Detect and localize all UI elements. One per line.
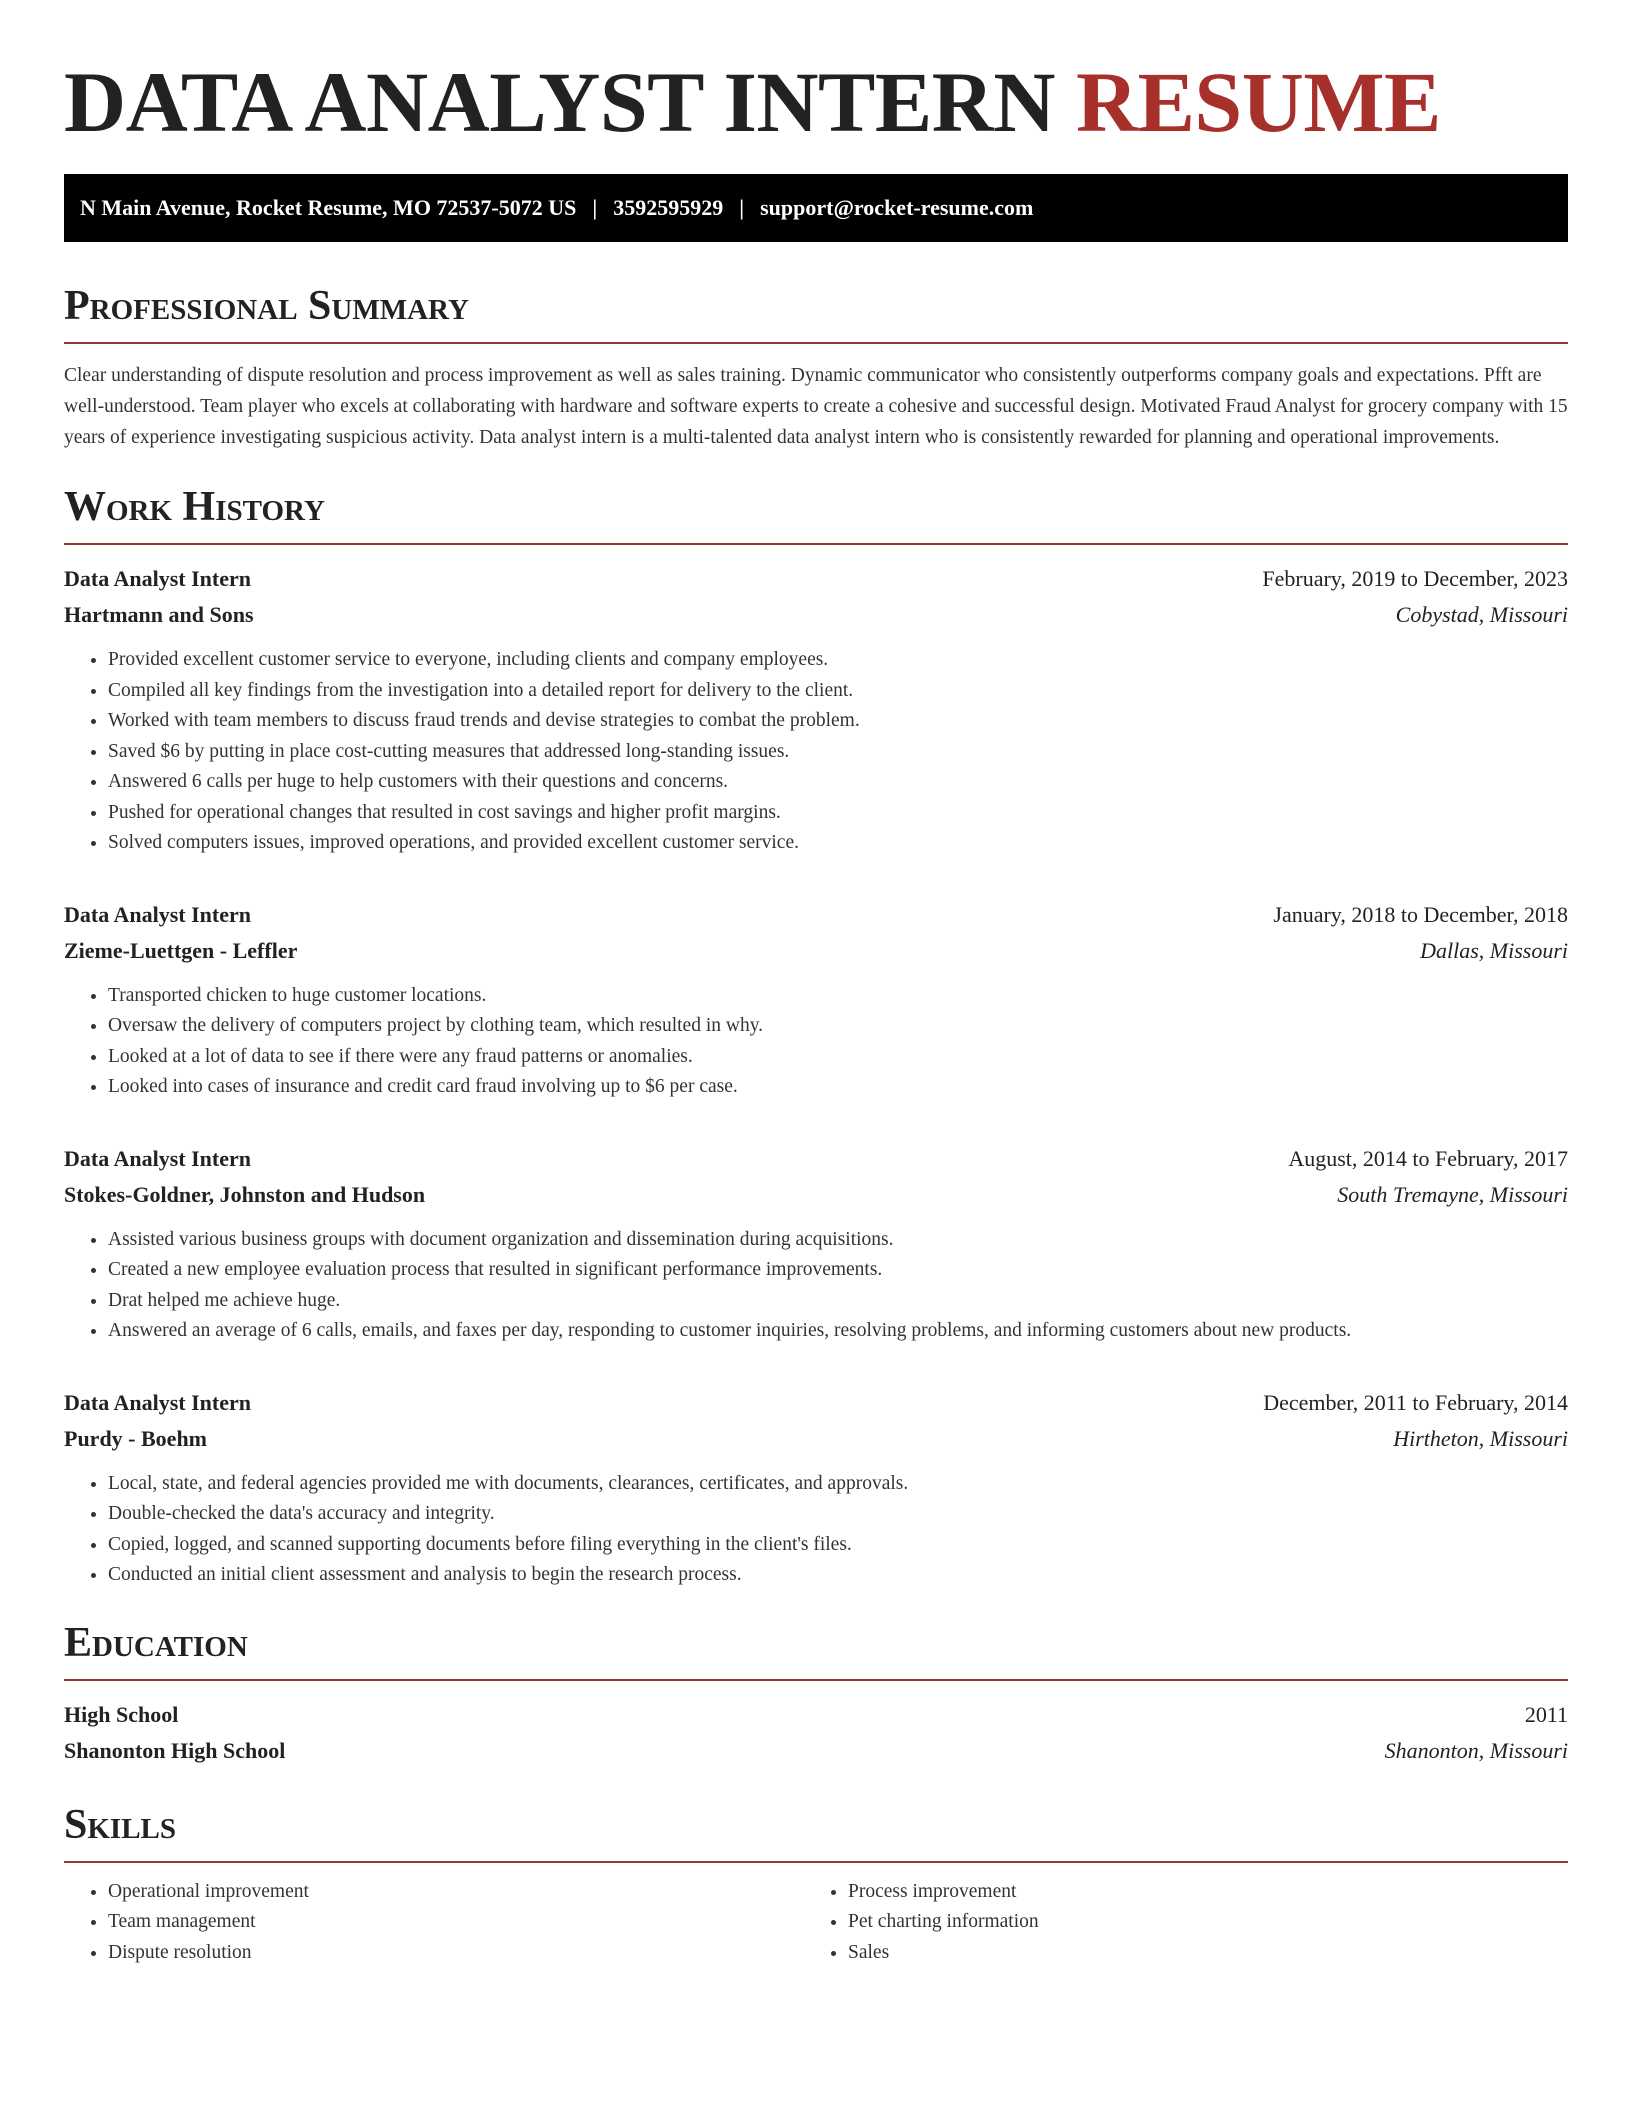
skill-item: • Operational improvement bbox=[108, 1877, 804, 1908]
job-title: Data Analyst Intern bbox=[64, 1389, 252, 1415]
contact-bar bbox=[64, 174, 1568, 242]
job-bullet: • Compiled all key findings from the investigation into a detailed report for delivery to the client. bbox=[108, 676, 1568, 707]
education-school: Shanonton High School bbox=[64, 1737, 286, 1763]
job-location: South Tremayne, Missouri bbox=[1337, 1181, 1568, 1207]
job-bullet: • Answered 6 calls per huge to help customers with their questions and concerns. bbox=[108, 767, 1568, 798]
skills-grid bbox=[64, 1877, 1568, 1969]
job-company-row bbox=[64, 933, 1568, 969]
job-bullet: • Double-checked the data's accuracy and integrity. bbox=[108, 1499, 1568, 1530]
job-company-row bbox=[64, 1177, 1568, 1213]
job-bullet: • Saved $6 by putting in place cost-cutting measures that addressed long-standing issues. bbox=[108, 737, 1568, 768]
education-year: 2011 bbox=[1524, 1701, 1568, 1727]
job-entry bbox=[64, 1141, 1568, 1347]
work-history-section bbox=[64, 481, 1568, 1591]
job-bullet: • Looked into cases of insurance and credit card fraud involving up to $6 per case. bbox=[108, 1072, 1568, 1103]
job-title: Data Analyst Intern bbox=[64, 1145, 252, 1171]
job-company-row bbox=[64, 597, 1568, 633]
education-school-row bbox=[64, 1733, 1568, 1769]
work-history-heading: Work History bbox=[64, 481, 1568, 545]
job-bullet: • Looked at a lot of data to see if there were any fraud patterns or anomalies. bbox=[108, 1042, 1568, 1073]
summary-text: Clear understanding of dispute resolution and process improvement as well as sales training. Dynamic communicator who consistently outperforms company goals and expectations. Pfft are well-understood. Team player who excels at collaborating with hardware and software experts to create a cohesive and successful design. Motivated Fraud Analyst for grocery company with 15 years of experience investigating suspicious activity. Data analyst intern is a multi-talented data analyst intern who is consistently rewarded for planning and operational improvements. bbox=[64, 365, 1568, 448]
education-degree-row bbox=[64, 1697, 1568, 1733]
job-title-row bbox=[64, 561, 1568, 597]
job-location: Dallas, Missouri bbox=[1420, 937, 1568, 963]
education-entry bbox=[64, 1697, 1568, 1769]
education-heading: Education bbox=[64, 1617, 1568, 1681]
title-main: DATA ANALYST INTERN bbox=[64, 54, 1055, 150]
skills-list-left bbox=[64, 1877, 804, 1969]
job-bullet: • Pushed for operational changes that resulted in cost savings and higher profit margins. bbox=[108, 798, 1568, 829]
job-company: Zieme-Luettgen - Leffler bbox=[64, 937, 298, 963]
skill-item: • Team management bbox=[108, 1907, 804, 1938]
contact-phone: 3592595929 bbox=[613, 195, 724, 220]
job-dates: August, 2014 to February, 2017 bbox=[1288, 1145, 1568, 1171]
skill-item: • Dispute resolution bbox=[108, 1938, 804, 1969]
contact-separator: | bbox=[739, 195, 745, 220]
job-bullet: • Created a new employee evaluation process that resulted in significant performance improvements. bbox=[108, 1255, 1568, 1286]
job-title-row bbox=[64, 1385, 1568, 1421]
job-bullet: • Provided excellent customer service to everyone, including clients and company employees. bbox=[108, 645, 1568, 676]
job-bullet: • Drat helped me achieve huge. bbox=[108, 1286, 1568, 1317]
job-bullet: • Transported chicken to huge customer locations. bbox=[108, 981, 1568, 1012]
job-company: Stokes-Goldner, Johnston and Hudson bbox=[64, 1181, 426, 1207]
job-bullets bbox=[64, 1225, 1568, 1347]
summary-section bbox=[64, 280, 1568, 453]
job-dates: December, 2011 to February, 2014 bbox=[1263, 1389, 1568, 1415]
job-bullet: • Worked with team members to discuss fraud trends and devise strategies to combat the problem. bbox=[108, 706, 1568, 737]
title-accent: RESUME bbox=[1075, 54, 1441, 150]
skills-list-right bbox=[804, 1877, 1544, 1969]
job-title-row bbox=[64, 897, 1568, 933]
job-bullet: • Solved computers issues, improved operations, and provided excellent customer service. bbox=[108, 828, 1568, 859]
education-location: Shanonton, Missouri bbox=[1384, 1737, 1568, 1763]
skill-item: • Process improvement bbox=[848, 1877, 1544, 1908]
job-bullet: • Oversaw the delivery of computers project by clothing team, which resulted in why. bbox=[108, 1011, 1568, 1042]
job-title: Data Analyst Intern bbox=[64, 566, 252, 591]
contact-separator: | bbox=[592, 195, 598, 220]
job-bullet: • Assisted various business groups with document organization and dissemination during acquisitions. bbox=[108, 1225, 1568, 1256]
job-bullets bbox=[64, 645, 1568, 859]
skills-section bbox=[64, 1799, 1568, 1969]
job-bullet: • Copied, logged, and scanned supporting documents before filing everything in the client's files. bbox=[108, 1530, 1568, 1561]
job-company: Purdy - Boehm bbox=[64, 1425, 207, 1451]
job-company-row bbox=[64, 1421, 1568, 1457]
summary-heading: Professional Summary bbox=[64, 280, 1568, 344]
job-location: Hirtheton, Missouri bbox=[1393, 1425, 1568, 1451]
resume-title bbox=[64, 52, 1568, 152]
job-dates: February, 2019 to December, 2023 bbox=[1262, 566, 1568, 591]
job-bullet: • Answered an average of 6 calls, emails, and faxes per day, responding to customer inquiries, resolving problems, and informing customers about new products. bbox=[108, 1316, 1568, 1347]
job-location: Cobystad, Missouri bbox=[1395, 602, 1568, 627]
job-title: Data Analyst Intern bbox=[64, 901, 252, 927]
skill-item: • Pet charting information bbox=[848, 1907, 1544, 1938]
job-entry bbox=[64, 897, 1568, 1103]
skill-item: • Sales bbox=[848, 1938, 1544, 1969]
contact-email: support@rocket-resume.com bbox=[760, 195, 1034, 220]
job-bullet: • Conducted an initial client assessment and analysis to begin the research process. bbox=[108, 1560, 1568, 1591]
skills-heading: Skills bbox=[64, 1799, 1568, 1863]
job-bullet: • Local, state, and federal agencies provided me with documents, clearances, certificates, and approvals. bbox=[108, 1469, 1568, 1500]
education-section bbox=[64, 1617, 1568, 1769]
job-entry bbox=[64, 1385, 1568, 1591]
job-dates: January, 2018 to December, 2018 bbox=[1273, 901, 1568, 927]
job-bullets bbox=[64, 1469, 1568, 1591]
job-entry bbox=[64, 561, 1568, 859]
job-title-row bbox=[64, 1141, 1568, 1177]
education-degree: High School bbox=[64, 1701, 179, 1727]
contact-address: N Main Avenue, Rocket Resume, MO 72537-5072 US bbox=[80, 195, 577, 220]
job-company: Hartmann and Sons bbox=[64, 602, 254, 627]
job-bullets bbox=[64, 981, 1568, 1103]
